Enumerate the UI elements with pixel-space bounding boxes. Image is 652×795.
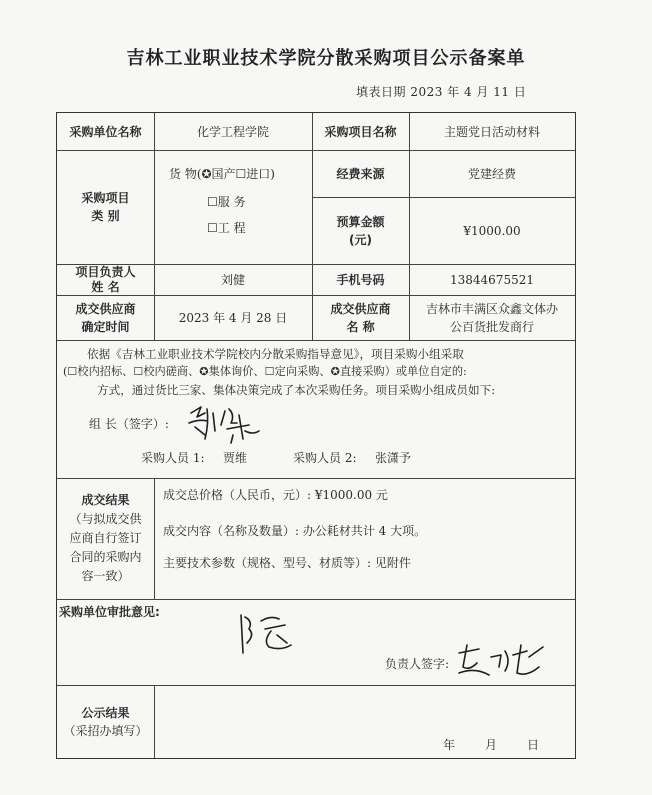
phone-value: 13844675521 — [450, 272, 534, 287]
approval-signature — [235, 609, 297, 657]
basis-line-3: 方式，通过货比三家、集体决策完成了本次采购任务。项目采购小组成员如下: — [97, 383, 496, 397]
tech-params: 主要技术参数（规格、型号、材质等）: 见附件 — [163, 556, 411, 570]
deal-content: 成交内容（名称及数量）: 办公耗材共计 4 大项。 — [163, 524, 427, 538]
leader-sign-label: 组 长（签字）: — [89, 417, 169, 431]
deal-result-label: 成交结果 （与拟成交供 应商自行签订 合同的采购内 容一致） — [69, 493, 142, 583]
publicity-result-label: 公示结果 （采招办填写） — [63, 705, 148, 738]
supplier-value: 吉林市丰满区众鑫文体办 公百货批发商行 — [425, 301, 558, 334]
deal-time-value: 2023 年 4 月 28 日 — [178, 310, 288, 325]
budget-value: ¥1000.00 — [463, 223, 521, 238]
leader-signature — [185, 401, 265, 445]
deal-time-label: 成交供应商 确定时间 — [75, 301, 136, 334]
member2-name: 张潇予 — [375, 451, 412, 465]
phone-label: 手机号码 — [336, 272, 385, 287]
date-year: 年 — [443, 738, 456, 752]
category-engineering: ☐工 程 — [207, 221, 246, 235]
fund-source-label: 经费来源 — [336, 166, 385, 181]
date-day: 日 — [527, 738, 540, 752]
purchase-unit-value: 化学工程学院 — [196, 124, 269, 139]
supplier-label: 成交供应商 名 称 — [330, 301, 391, 334]
signer-label: 负责人签字: — [385, 657, 450, 671]
deal-total-price: 成交总价格（人民币，元）: ¥1000.00 元 — [163, 488, 388, 502]
member1-name: 贾维 — [223, 451, 248, 465]
basis-line-2: (☐校内招标、☐校内磋商、✪集体询价、☐定向采购、✪直接采购）或单位自定的: — [63, 365, 467, 378]
fill-date: 填表日期 2023 年 4 月 11 日 — [356, 85, 527, 99]
project-name-value: 主题党日活动材料 — [443, 124, 540, 139]
member2-label: 采购人员 2: — [293, 451, 357, 465]
project-category-label: 采购项目 类 别 — [81, 191, 130, 223]
filing-form — [56, 112, 576, 759]
form-title: 吉林工业职业技术学院分散采购项目公示备案单 — [126, 48, 526, 69]
signer-signature — [455, 637, 547, 681]
approval-label: 采购单位审批意见: — [59, 605, 160, 619]
category-service: ☐服 务 — [207, 195, 246, 209]
budget-label: 预算金额 (元) — [336, 214, 385, 247]
fund-source-value: 党建经费 — [467, 166, 516, 181]
purchase-unit-label: 采购单位名称 — [69, 124, 142, 139]
project-leader-value: 刘健 — [220, 272, 245, 287]
member1-label: 采购人员 1: — [141, 451, 205, 465]
date-month: 月 — [485, 738, 498, 752]
basis-line-1: 依据《吉林工业职业技术学院校内分散采购指导意见》，项目采购小组采取 — [87, 347, 464, 361]
category-goods: 货 物(✪国产☐进口) — [169, 167, 275, 181]
project-name-label: 采购项目名称 — [324, 124, 397, 139]
project-leader-label: 项目负责人 姓 名 — [75, 264, 136, 294]
